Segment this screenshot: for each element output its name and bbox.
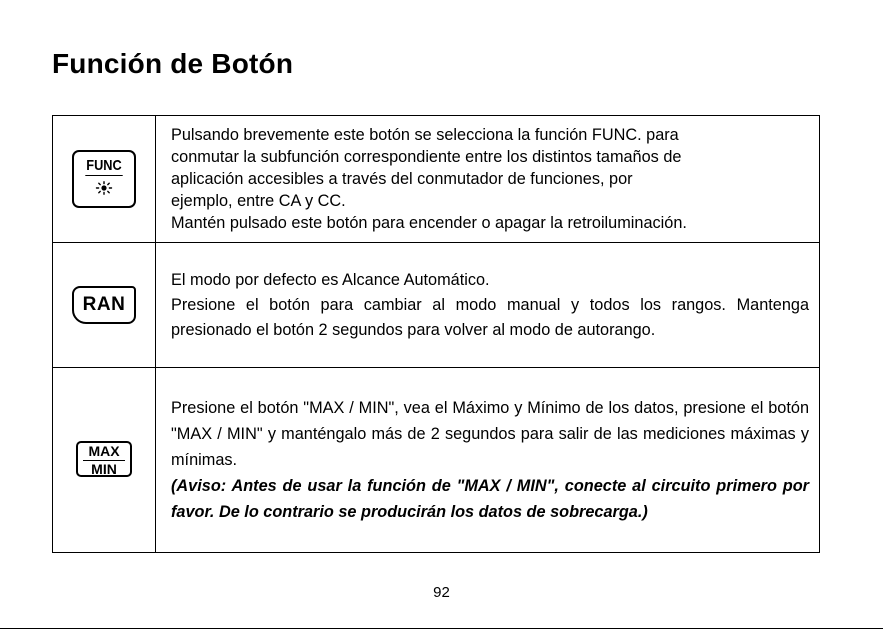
ran-key-icon: RAN [72, 286, 136, 324]
bottom-divider [0, 628, 883, 629]
description-line: Mantén pulsado este botón para encender o apagar la retroiluminación. [171, 214, 687, 232]
backlight-sun-icon [95, 181, 113, 195]
icon-cell [53, 116, 156, 243]
table-row [53, 243, 820, 368]
description-paragraph: El modo por defecto es Alcance Automático. [171, 270, 490, 289]
description-line: aplicación accesibles a través del conmutador de funciones, por [171, 170, 633, 188]
table-row [53, 368, 820, 553]
max-min-description [156, 368, 820, 553]
func-key-icon [72, 150, 136, 208]
button-function-table [52, 115, 820, 553]
page-number: 92 [433, 584, 450, 601]
ran-description [156, 243, 820, 368]
max-min-key-icon [76, 441, 132, 477]
description-paragraph: Presione el botón "MAX / MIN", vea el Máximo y Mínimo de los datos, presione el botón "MAX / MIN" y manténgalo más de 2 segundos para salir de las mediciones máximas y mínimas. [171, 399, 809, 469]
func-key-label: FUNC [86, 157, 122, 174]
icon-cell [53, 368, 156, 553]
description-line: conmutar la subfunción correspondiente entre los distintos tamaños de [171, 148, 682, 166]
description-line: Pulsando brevemente este botón se selecciona la función FUNC. para [171, 126, 679, 144]
description-paragraph: Presione el botón para cambiar al modo manual y todos los rangos. Mantenga presionado el botón 2 segundos para volver al modo de autorango. [171, 295, 809, 339]
page-title: Función de Botón [52, 48, 294, 79]
func-description [156, 116, 820, 243]
warning-note: (Aviso: Antes de usar la función de "MAX / MIN", conecte al circuito primero por favor. De lo contrario se producirán los datos de sobrecarga.) [171, 477, 809, 521]
description-line: ejemplo, entre CA y CC. [171, 192, 346, 210]
min-key-label: MIN [91, 461, 117, 477]
max-key-label: MAX [83, 444, 125, 461]
table-row [53, 116, 820, 243]
icon-cell [53, 243, 156, 368]
